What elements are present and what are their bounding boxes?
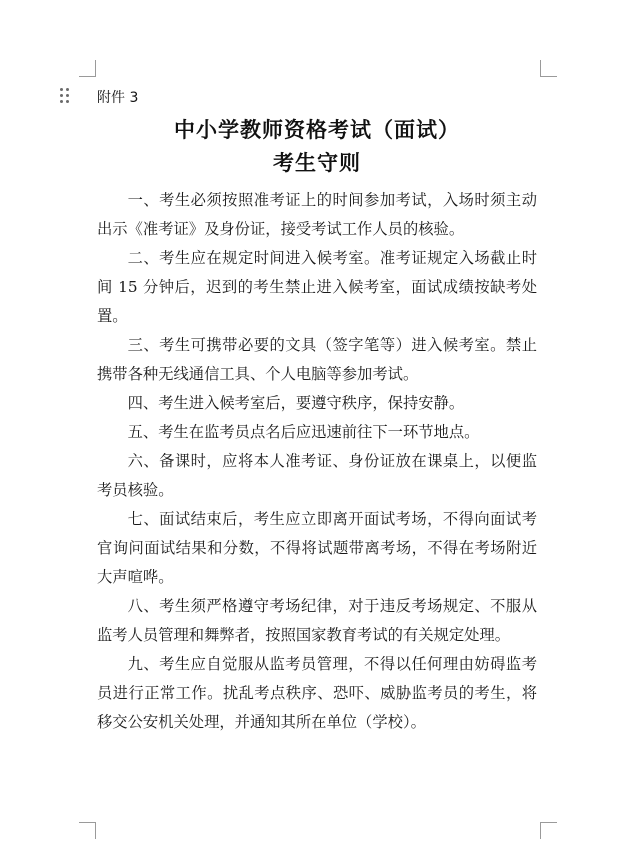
rule-paragraph: 七、面试结束后，考生应立即离开面试考场，不得向面试考官询问面试结果和分数，不得将试题带离考场，不得在考场附近大声喧哗。 — [97, 510, 537, 586]
rule-paragraph: 八、考生须严格遵守考场纪律，对于违反考场规定、不服从监考人员管理和舞弊者，按照国家教育考试的有关规定处理。 — [97, 597, 537, 644]
rule-paragraph: 五、考生在监考员点名后应迅速前往下一环节地点。 — [127, 423, 480, 441]
rule-paragraph: 二、考生应在规定时间进入候考室。准考证规定入场截止时间 15 分钟后，迟到的考生禁止进入候考室，面试成绩按缺考处置。 — [97, 249, 537, 325]
rule-paragraph: 四、考生进入候考室后，要遵守秩序，保持安静。 — [127, 394, 465, 412]
drag-handle-icon[interactable] — [60, 88, 70, 104]
attachment-label: 附件 3 — [97, 90, 139, 106]
document-body — [97, 186, 537, 737]
rule-paragraph: 三、考生可携带必要的文具（签字笔等）进入候考室。禁止携带各种无线通信工具、个人电脑等参加考试。 — [97, 336, 537, 383]
rule-paragraph: 一、考生必须按照准考证上的时间参加考试，入场时须主动出示《准考证》及身份证，接受考试工作人员的核验。 — [97, 191, 537, 238]
rule-paragraph: 九、考生应自觉服从监考员管理，不得以任何理由妨碍监考员进行正常工作。扰乱考点秩序、恐吓、威胁监考员的考生，将移交公安机关处理，并通知其所在单位（学校）。 — [97, 655, 537, 731]
document-subtitle: 考生守则 — [273, 150, 361, 175]
margin-corner-top-left — [79, 60, 96, 77]
margin-corner-bottom-right — [540, 822, 557, 839]
margin-corner-bottom-left — [79, 822, 96, 839]
rule-paragraph: 六、备课时，应将本人准考证、身份证放在课桌上，以便监考员核验。 — [97, 452, 537, 499]
document-title: 中小学教师资格考试（面试） — [174, 117, 460, 142]
margin-corner-top-right — [540, 60, 557, 77]
